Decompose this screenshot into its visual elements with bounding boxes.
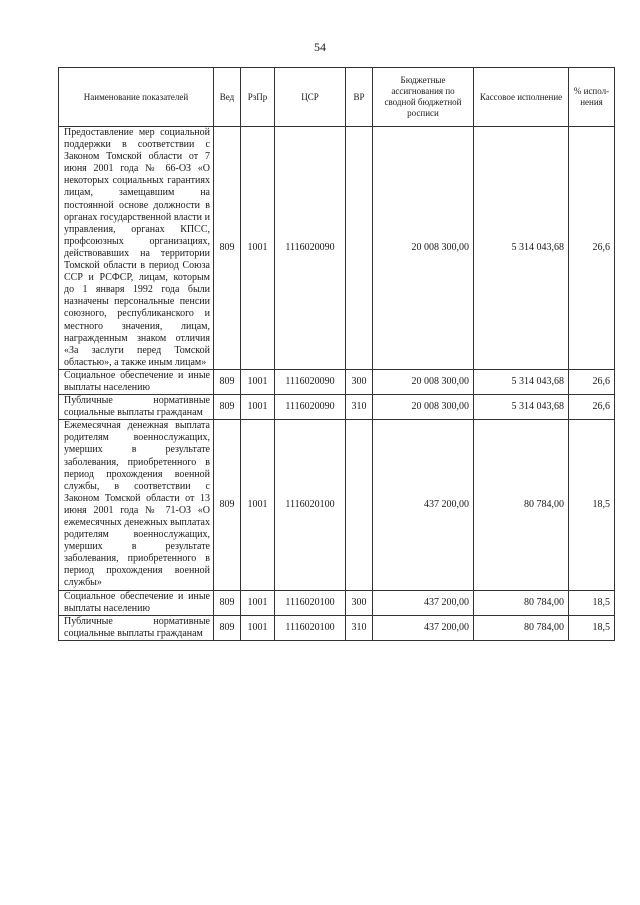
row-name: Предоставление мер социальной поддержки в соответствии с Законом Томской области от 7 июня 2001 года № 66-ОЗ «О некоторых социальных гарантиях лицам, замещавшим на постоянной основе должности в органах государственной власти и управления, органах КПСС, профсоюзных организациях, действовавших на территории Томской области в период Союза ССР и РСФСР, лицам, которым до 1 января 1992 года были назначены персональные пенсии союзного, республиканского и местного значения, лицам, награжденным знаком отличия «За заслуги перед Томской областью», а также иным лицам» (59, 127, 214, 370)
header-budget: Бюджетные ассигнования по сводной бюджетной росписи (373, 68, 474, 127)
row-cash: 80 784,00 (474, 420, 569, 590)
row-cash: 80 784,00 (474, 590, 569, 615)
row-cash: 5 314 043,68 (474, 395, 569, 420)
row-csr: 1116020100 (275, 420, 346, 590)
row-rzpr: 1001 (241, 615, 275, 640)
table-row (59, 395, 615, 420)
row-csr: 1116020090 (275, 369, 346, 394)
row-csr: 1116020100 (275, 615, 346, 640)
row-csr: 1116020090 (275, 395, 346, 420)
row-vr: 300 (346, 590, 373, 615)
table-row (59, 615, 615, 640)
header-csr: ЦСР (275, 68, 346, 127)
row-cash: 5 314 043,68 (474, 127, 569, 370)
page-number: 54 (314, 40, 326, 54)
row-name: Публичные нормативные социальные выплаты гражданам (59, 395, 214, 420)
row-pct: 26,6 (569, 395, 615, 420)
row-vr: 300 (346, 369, 373, 394)
row-cash: 5 314 043,68 (474, 369, 569, 394)
table-header-row (59, 68, 615, 127)
row-budget: 437 200,00 (373, 420, 474, 590)
row-cash: 80 784,00 (474, 615, 569, 640)
row-budget: 437 200,00 (373, 590, 474, 615)
row-pct: 18,5 (569, 420, 615, 590)
row-vr: 310 (346, 615, 373, 640)
row-name: Ежемесячная денежная выплата родителям военнослужащих, умерших в результате заболевания, приобретенного в период прохождения военной службы, в соответствии с Законом Томской области от 13 июня 2001 года № 71-ОЗ «О ежемесячных денежных выплатах родителям военнослужащих, умерших в результате заболевания, приобретенного в период прохождения военной службы» (59, 420, 214, 590)
row-ved: 809 (214, 615, 241, 640)
row-rzpr: 1001 (241, 590, 275, 615)
row-name: Публичные нормативные социальные выплаты гражданам (59, 615, 214, 640)
row-vr (346, 420, 373, 590)
row-pct: 18,5 (569, 615, 615, 640)
row-ved: 809 (214, 420, 241, 590)
row-pct: 26,6 (569, 127, 615, 370)
row-name: Социальное обеспечение и иные выплаты населению (59, 590, 214, 615)
row-ved: 809 (214, 590, 241, 615)
row-rzpr: 1001 (241, 127, 275, 370)
header-vr: ВР (346, 68, 373, 127)
row-ved: 809 (214, 127, 241, 370)
row-ved: 809 (214, 369, 241, 394)
row-rzpr: 1001 (241, 420, 275, 590)
row-budget: 437 200,00 (373, 615, 474, 640)
budget-execution-table (58, 67, 615, 641)
row-pct: 18,5 (569, 590, 615, 615)
row-vr: 310 (346, 395, 373, 420)
row-budget: 20 008 300,00 (373, 395, 474, 420)
row-rzpr: 1001 (241, 395, 275, 420)
header-pct: % испол-нения (569, 68, 615, 127)
row-budget: 20 008 300,00 (373, 127, 474, 370)
table-row (59, 590, 615, 615)
table-row (59, 127, 615, 370)
table-row (59, 420, 615, 590)
row-rzpr: 1001 (241, 369, 275, 394)
row-csr: 1116020090 (275, 127, 346, 370)
row-vr (346, 127, 373, 370)
row-ved: 809 (214, 395, 241, 420)
table-row (59, 369, 615, 394)
header-cash: Кассовое исполнение (474, 68, 569, 127)
header-ved: Вед (214, 68, 241, 127)
row-csr: 1116020100 (275, 590, 346, 615)
row-name: Социальное обеспечение и иные выплаты населению (59, 369, 214, 394)
header-name: Наименование показателей (59, 68, 214, 127)
header-rzpr: РзПр (241, 68, 275, 127)
row-pct: 26,6 (569, 369, 615, 394)
row-budget: 20 008 300,00 (373, 369, 474, 394)
